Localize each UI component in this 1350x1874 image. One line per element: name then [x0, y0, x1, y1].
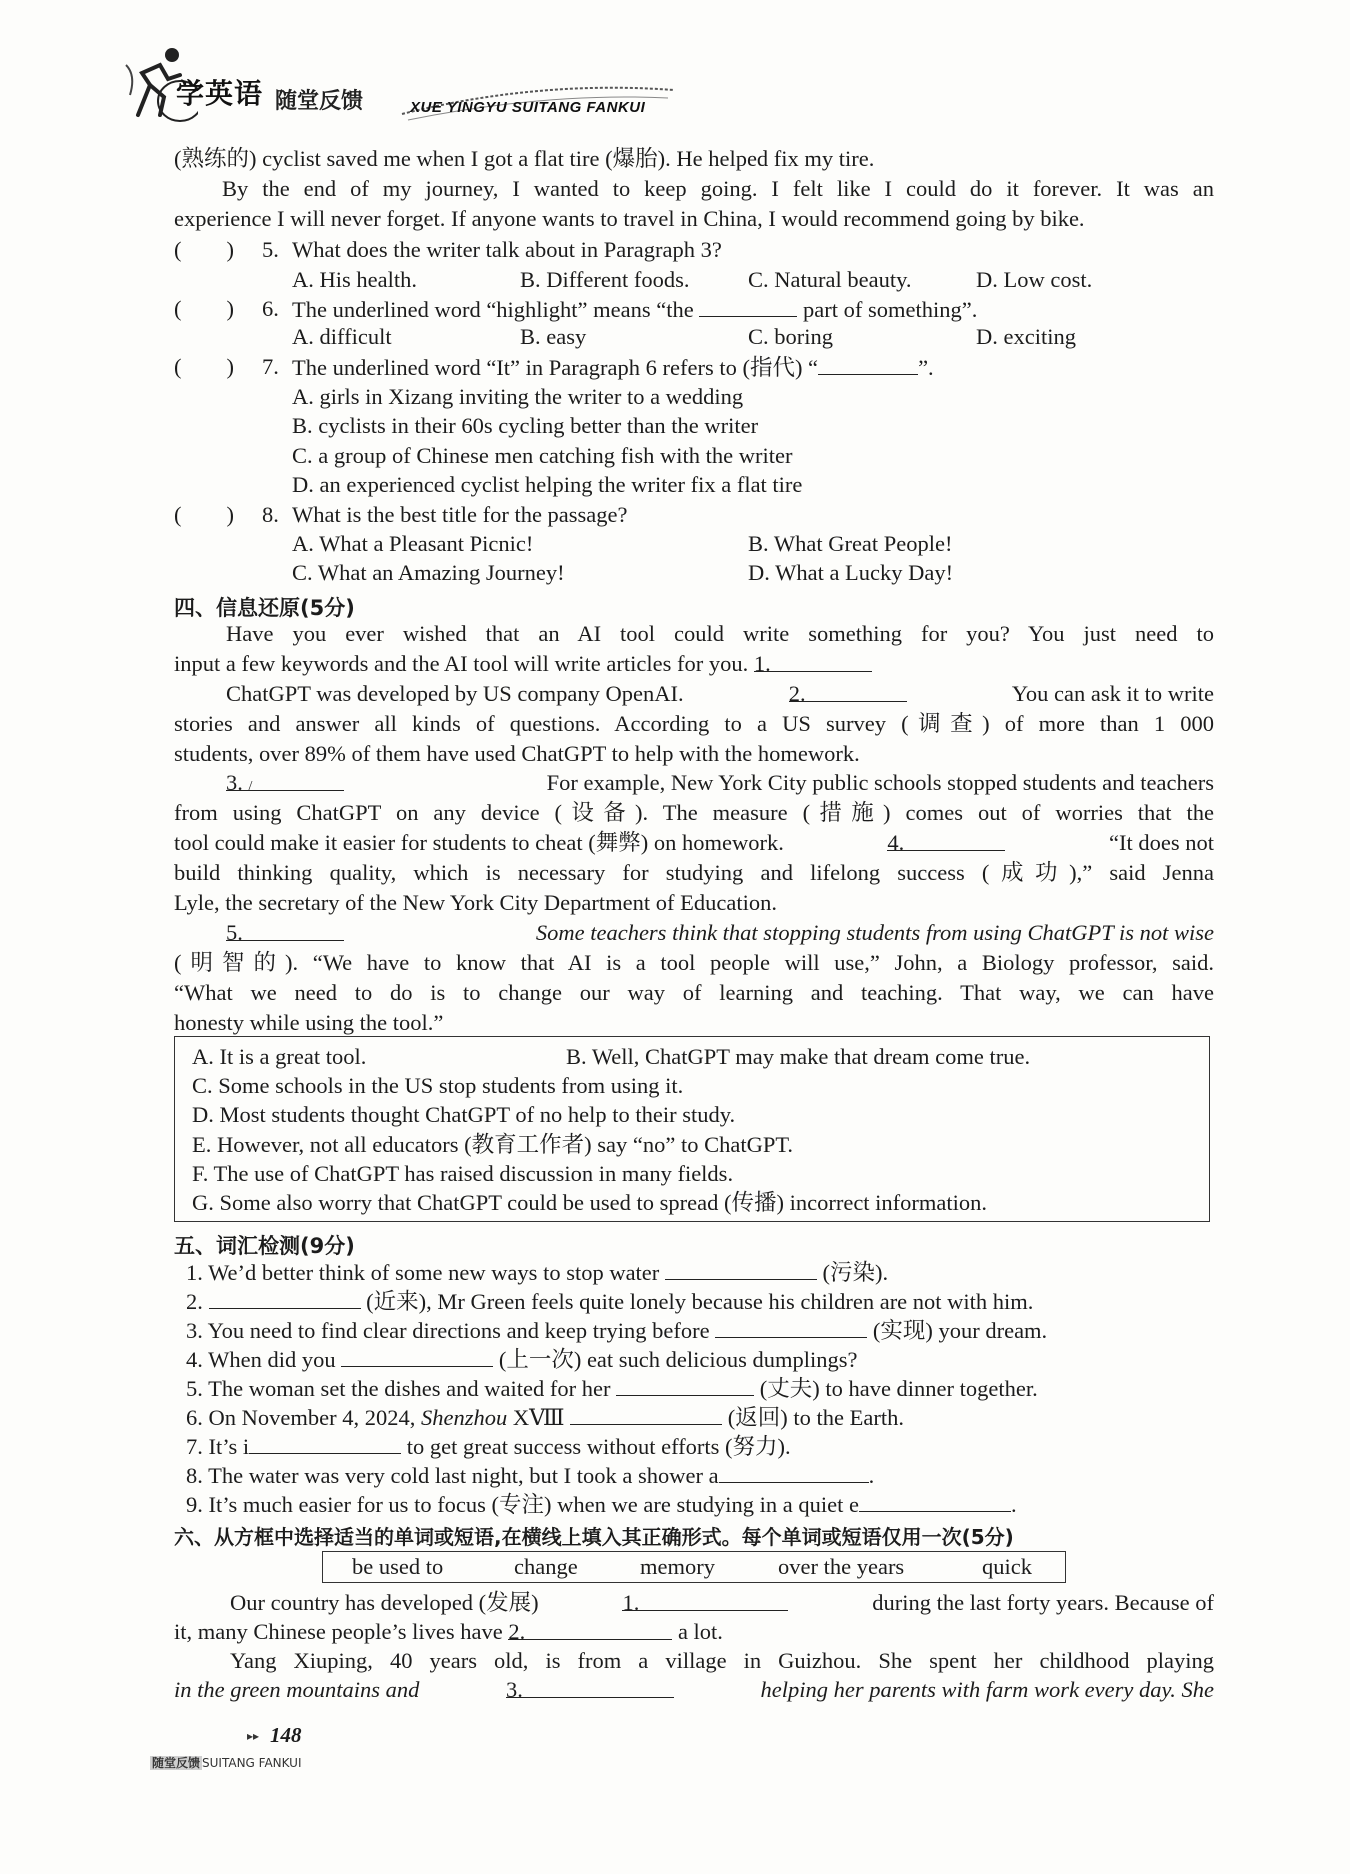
- option: F. The use of ChatGPT has raised discussion in many fields.: [192, 1161, 734, 1186]
- blank-number: 3.: [505, 1677, 523, 1702]
- blank-line[interactable]: [226, 768, 344, 795]
- paragraph-line: [226, 679, 1214, 709]
- text: It’s i: [208, 1434, 250, 1459]
- blank-line[interactable]: [570, 1402, 722, 1425]
- text: tool could make it easier for students to cheat (舞弊) on homework.: [174, 830, 784, 855]
- blank-number: 1.: [622, 1590, 640, 1615]
- paragraph-line: Have you ever wished that an AI tool could write something for you? You just need to: [226, 621, 1214, 646]
- text: ChatGPT was developed by US company OpenAI.: [226, 681, 684, 706]
- stem-text: part of something”.: [803, 297, 978, 322]
- header-pinyin: XUE YINGYU SUITANG FANKUI: [410, 99, 646, 116]
- text: Some teachers think that stopping students from using ChatGPT is not wise: [535, 920, 1214, 945]
- item-number: 5.: [186, 1376, 203, 1401]
- blank-line[interactable]: [699, 294, 797, 317]
- vocab-item: [186, 1489, 1017, 1520]
- option: C. Some schools in the US stop students from using it.: [192, 1073, 684, 1098]
- option: B. Different foods.: [520, 267, 690, 292]
- question-number: 6.: [262, 296, 279, 321]
- word-option: be used to: [352, 1554, 444, 1579]
- item-number: 7.: [186, 1434, 203, 1459]
- blank-line[interactable]: [788, 679, 907, 706]
- text: Shenzhou: [420, 1405, 508, 1430]
- question-number: 7.: [262, 354, 279, 379]
- text: helping her parents with farm work every day. She: [760, 1677, 1214, 1702]
- text: .: [1010, 1492, 1017, 1517]
- vocab-item: [186, 1402, 904, 1433]
- option: A. His health.: [292, 267, 417, 292]
- option: B. What Great People!: [748, 531, 953, 556]
- option: A. What a Pleasant Picnic!: [292, 531, 534, 556]
- option: C. Natural beauty.: [748, 267, 912, 292]
- vocab-item: [186, 1344, 858, 1375]
- pencil-mark: /: [248, 779, 253, 794]
- option: B. Well, ChatGPT may make that dream come true.: [566, 1044, 1031, 1069]
- option: C. What an Amazing Journey!: [292, 560, 565, 585]
- text: It’s much easier for us to focus (专注) when we are studying in a quiet e: [208, 1492, 859, 1517]
- section-heading: 六、从方框中选择适当的单词或短语,在横线上填入其正确形式。每个单词或短语仅用一次(5分): [174, 1525, 1014, 1549]
- text: it, many Chinese people’s lives have: [174, 1619, 503, 1644]
- word-option: change: [514, 1554, 578, 1579]
- text: When did you: [208, 1347, 336, 1372]
- passage-line: (熟练的) cyclist saved me when I got a flat tire (爆胎). He helped fix my tire.: [174, 146, 875, 171]
- blank-line[interactable]: [508, 1617, 672, 1644]
- text: to get great success without efforts (努力).: [406, 1434, 791, 1459]
- stem-text: ”.: [918, 355, 934, 380]
- paragraph-line: [174, 1675, 1214, 1705]
- vocab-item: [186, 1431, 791, 1462]
- text: XⅧ: [512, 1405, 565, 1430]
- text: (上一次) eat such delicious dumplings?: [498, 1347, 858, 1372]
- text: a lot.: [677, 1619, 723, 1644]
- blank-line[interactable]: [715, 1315, 867, 1338]
- option: C. a group of Chinese men catching fish with the writer: [292, 443, 793, 468]
- paragraph-line: from using ChatGPT on any device (设备). The measure (措施) comes out of worries that the: [174, 800, 1214, 825]
- item-number: 3.: [186, 1318, 203, 1343]
- question-stem: [292, 352, 934, 383]
- option: A. girls in Xizang inviting the writer to a wedding: [292, 384, 744, 409]
- header-subtitle: 随堂反馈: [275, 89, 364, 114]
- blank-line[interactable]: [887, 828, 1005, 855]
- text: .: [868, 1463, 875, 1488]
- section-heading: 五、词汇检测(9分): [174, 1234, 355, 1258]
- option: D. What a Lucky Day!: [748, 560, 954, 585]
- blank-number: 2.: [788, 681, 806, 706]
- text: (返回) to the Earth.: [727, 1405, 904, 1430]
- paragraph-line: Yang Xiuping, 40 years old, is from a village in Guizhou. She spent her childhood playing: [230, 1648, 1214, 1673]
- item-number: 9.: [186, 1492, 203, 1517]
- passage-line: By the end of my journey, I wanted to keep going. I felt like I could do it forever. It was an: [222, 176, 1214, 201]
- blank-line[interactable]: [341, 1344, 493, 1367]
- stem-text: The underlined word “highlight” means “the: [292, 297, 694, 322]
- paragraph-line: (明智的). “We have to know that AI is a tool people will use,” John, a Biology professor, said.: [174, 950, 1214, 975]
- answer-bracket[interactable]: ( ): [174, 296, 234, 321]
- option: B. cyclists in their 60s cycling better than the writer: [292, 413, 759, 438]
- blank-number: 1.: [753, 651, 771, 676]
- footer-tag-cn: 随堂反馈: [152, 1756, 201, 1770]
- text: (丈夫) to have dinner together.: [759, 1376, 1038, 1401]
- text: (近来), Mr Green feels quite lonely because his children are not with him.: [366, 1289, 1034, 1314]
- option: D. an experienced cyclist helping the writer fix a flat tire: [292, 472, 803, 497]
- item-number: 6.: [186, 1405, 203, 1430]
- answer-bracket[interactable]: ( ): [174, 502, 234, 527]
- blank-line[interactable]: [818, 352, 918, 375]
- option: E. However, not all educators (教育工作者) say “no” to ChatGPT.: [192, 1132, 794, 1157]
- question-stem: [292, 294, 977, 325]
- option: G. Some also worry that ChatGPT could be used to spread (传播) incorrect information.: [192, 1190, 988, 1215]
- paragraph-line: [174, 649, 872, 679]
- text: The water was very cold last night, but I took a shower a: [208, 1463, 719, 1488]
- word-option: memory: [640, 1554, 715, 1579]
- paragraph-line: honesty while using the tool.”: [174, 1010, 444, 1035]
- answer-bracket[interactable]: ( ): [174, 237, 234, 262]
- blank-number: 4.: [887, 830, 905, 855]
- blank-line[interactable]: [859, 1489, 1011, 1512]
- blank-line[interactable]: [753, 649, 872, 676]
- text: The woman set the dishes and waited for her: [208, 1376, 611, 1401]
- vocab-item: [186, 1460, 874, 1491]
- paragraph-line: [174, 1617, 723, 1647]
- text: Our country has developed (发展): [230, 1590, 539, 1615]
- blank-line[interactable]: [616, 1373, 754, 1396]
- question-number: 5.: [262, 237, 279, 262]
- option: D. Most students thought ChatGPT of no help to their study.: [192, 1102, 736, 1127]
- option: D. Low cost.: [976, 267, 1093, 292]
- text: You can ask it to write: [1011, 681, 1214, 706]
- text: during the last forty years. Because of: [872, 1590, 1214, 1615]
- blank-line[interactable]: [249, 1431, 401, 1454]
- text: in the green mountains and: [174, 1677, 420, 1702]
- header-title: 学英语: [176, 77, 264, 110]
- text: You need to find clear directions and keep trying before: [207, 1318, 710, 1343]
- option: C. boring: [748, 324, 834, 349]
- paragraph-line: [174, 828, 1214, 858]
- paragraph-line: stories and answer all kinds of questions. According to a US survey (调查) of more than 1 000: [174, 711, 1214, 736]
- item-number: 8.: [186, 1463, 203, 1488]
- question-stem: What is the best title for the passage?: [292, 502, 628, 527]
- vocab-item: [186, 1373, 1038, 1404]
- section-heading: 四、信息还原(5分): [174, 596, 355, 620]
- question-stem: What does the writer talk about in Paragraph 3?: [292, 237, 722, 262]
- blank-number: 2.: [508, 1619, 526, 1644]
- paragraph-line: Lyle, the secretary of the New York City Department of Education.: [174, 890, 777, 915]
- paragraph-line: [226, 918, 1214, 948]
- vocab-item: [186, 1286, 1033, 1317]
- stem-text: The underlined word “It” in Paragraph 6 refers to (指代) “: [292, 355, 819, 380]
- vocab-item: [186, 1257, 888, 1288]
- blank-line[interactable]: [622, 1588, 788, 1615]
- paragraph-line: [230, 1588, 1214, 1618]
- vocab-item: [186, 1315, 1047, 1346]
- option: A. difficult: [292, 324, 392, 349]
- blank-line[interactable]: [505, 1675, 674, 1702]
- answer-bracket[interactable]: ( ): [174, 354, 234, 379]
- blank-line[interactable]: [719, 1460, 869, 1483]
- option: B. easy: [520, 324, 587, 349]
- page-number: 148: [270, 1723, 302, 1747]
- footer-tag-en: SUITANG FANKUI: [202, 1756, 302, 1770]
- text: For example, New York City public schools stopped students and teachers: [546, 770, 1214, 795]
- item-number: 4.: [186, 1347, 203, 1372]
- text: “It does not: [1109, 830, 1214, 855]
- text: (实现) your dream.: [872, 1318, 1048, 1343]
- paragraph-line: [226, 768, 1214, 798]
- text: input a few keywords and the AI tool will write articles for you.: [174, 651, 749, 676]
- blank-number: 3.: [226, 770, 243, 795]
- question-number: 8.: [262, 502, 279, 527]
- blank-line[interactable]: [209, 1286, 361, 1309]
- paragraph-line: “What we need to do is to change our way of learning and teaching. That way, we can have: [174, 980, 1214, 1005]
- blank-number: 5.: [226, 920, 243, 945]
- option: A. It is a great tool.: [192, 1044, 367, 1069]
- footer-tag: [150, 1754, 302, 1771]
- paragraph-line: build thinking quality, which is necessary for studying and lifelong success (成功),” said Jenna: [174, 860, 1214, 885]
- text: (污染).: [822, 1260, 889, 1285]
- text: On November 4, 2024,: [208, 1405, 416, 1430]
- arrow-icon: ▸▸: [247, 1729, 260, 1743]
- item-number: 1.: [186, 1260, 203, 1285]
- blank-line[interactable]: [665, 1257, 817, 1280]
- word-option: over the years: [778, 1554, 905, 1579]
- option: D. exciting: [976, 324, 1076, 349]
- paragraph-line: students, over 89% of them have used ChatGPT to help with the homework.: [174, 741, 860, 766]
- item-number: 2.: [186, 1289, 203, 1314]
- passage-line: experience I will never forget. If anyone wants to travel in China, I would recommend going by bike.: [174, 206, 1085, 231]
- text: We’d better think of some new ways to stop water: [208, 1260, 660, 1285]
- blank-line[interactable]: [226, 918, 344, 945]
- word-option: quick: [982, 1554, 1032, 1579]
